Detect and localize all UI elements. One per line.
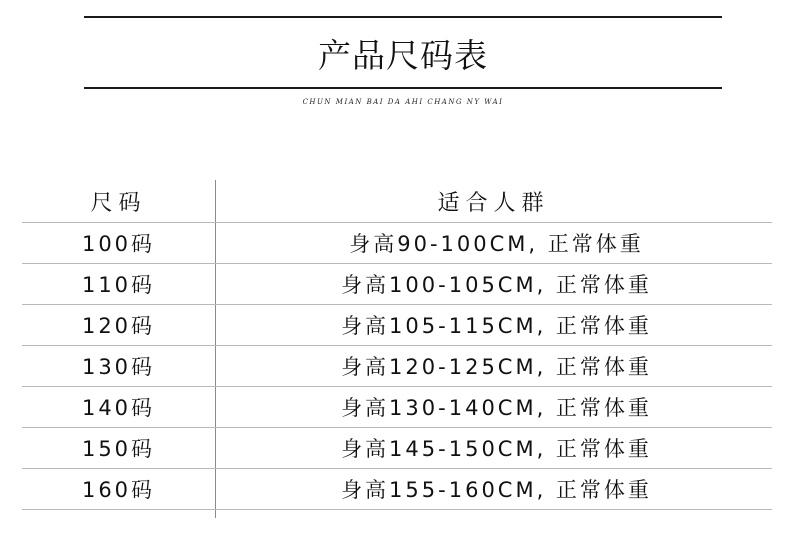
table-header-row: [22, 180, 772, 223]
table-row: [22, 469, 772, 510]
header-group: 适合人群: [437, 190, 550, 216]
title-top-rule: [84, 16, 722, 18]
group-cell: 身高145-150CM, 正常体重: [341, 437, 652, 461]
table-row: [22, 428, 772, 469]
header-size: 尺码: [90, 190, 147, 216]
page-title: 产品尺码表: [318, 36, 488, 75]
group-cell: 身高105-115CM, 正常体重: [341, 314, 652, 338]
size-cell: 130码: [81, 355, 156, 379]
group-cell: 身高120-125CM, 正常体重: [341, 355, 652, 379]
size-cell: 160码: [81, 478, 156, 502]
table-row: [22, 223, 772, 264]
size-cell: 110码: [81, 273, 156, 297]
title-bottom-rule: [84, 87, 722, 89]
table-row: [22, 305, 772, 346]
group-cell: 身高155-160CM, 正常体重: [341, 478, 652, 502]
table-row: [22, 264, 772, 305]
decorative-subtitle: CHUN MIAN BAI DA AHI CHANG NY WAI: [302, 98, 504, 106]
group-cell: 身高90-100CM, 正常体重: [349, 232, 644, 256]
size-cell: 140码: [81, 396, 156, 420]
size-cell: 100码: [81, 232, 156, 256]
size-cell: 150码: [81, 437, 156, 461]
size-cell: 120码: [81, 314, 156, 338]
size-chart-table: [22, 180, 772, 510]
group-cell: 身高130-140CM, 正常体重: [341, 396, 652, 420]
table-row: [22, 387, 772, 428]
table-row: [22, 346, 772, 387]
group-cell: 身高100-105CM, 正常体重: [341, 273, 652, 297]
